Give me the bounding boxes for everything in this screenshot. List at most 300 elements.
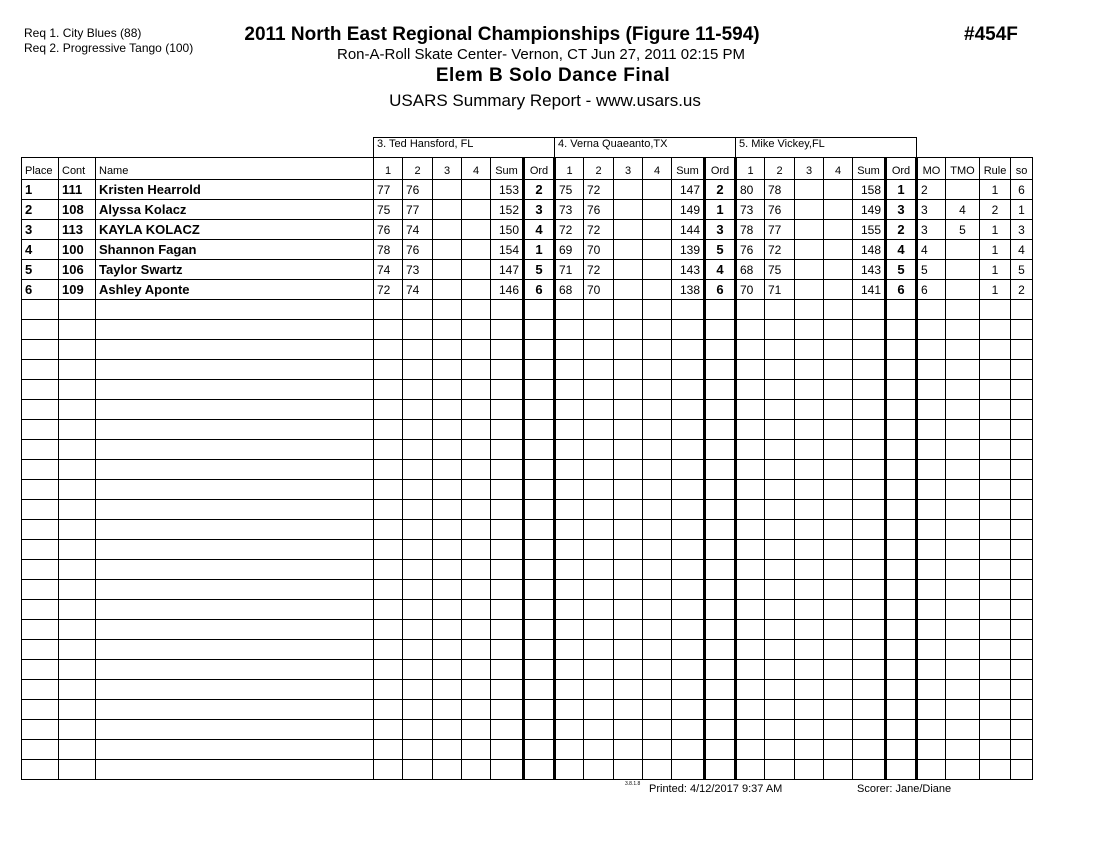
score-cell: 73 (555, 200, 584, 220)
empty-cell (853, 400, 886, 420)
empty-cell (96, 500, 374, 520)
empty-cell (736, 380, 765, 400)
empty-cell (736, 740, 765, 760)
score-cell (614, 200, 643, 220)
empty-cell (491, 440, 524, 460)
empty-cell (524, 720, 555, 740)
empty-cell (614, 360, 643, 380)
empty-cell (672, 340, 705, 360)
empty-row (22, 720, 1033, 740)
rule-cell: 1 (980, 260, 1011, 280)
venue-line: Ron-A-Roll Skate Center- Vernon, CT Jun 27, 2011 02:15 PM (337, 46, 745, 63)
empty-cell (917, 720, 946, 740)
empty-cell (433, 640, 462, 660)
table-row (22, 260, 1033, 280)
empty-cell (705, 440, 736, 460)
empty-cell (59, 380, 96, 400)
empty-cell (59, 360, 96, 380)
empty-cell (96, 540, 374, 560)
empty-cell (614, 640, 643, 660)
score-cell: 72 (584, 220, 614, 240)
empty-cell (374, 760, 403, 780)
empty-cell (886, 720, 917, 740)
sum-cell: 154 (491, 240, 524, 260)
empty-cell (824, 600, 853, 620)
empty-cell (524, 580, 555, 600)
empty-cell (555, 760, 584, 780)
empty-cell (22, 560, 59, 580)
empty-cell (584, 300, 614, 320)
empty-cell (433, 440, 462, 460)
ordinal-cell: 3 (705, 220, 736, 240)
col-header-score: 2 (584, 158, 614, 180)
empty-cell (736, 540, 765, 560)
empty-cell (491, 660, 524, 680)
empty-cell (433, 580, 462, 600)
score-cell (824, 220, 853, 240)
empty-cell (491, 460, 524, 480)
empty-cell (795, 480, 824, 500)
empty-cell (824, 460, 853, 480)
empty-cell (643, 620, 672, 640)
place-cell: 6 (22, 280, 59, 300)
empty-cell (824, 640, 853, 660)
empty-cell (1011, 660, 1033, 680)
mo-cell: 4 (917, 240, 946, 260)
empty-cell (433, 520, 462, 540)
col-header-score: 4 (462, 158, 491, 180)
empty-cell (1011, 360, 1033, 380)
empty-cell (946, 320, 980, 340)
empty-cell (705, 300, 736, 320)
empty-cell (524, 500, 555, 520)
empty-cell (491, 320, 524, 340)
empty-cell (403, 560, 433, 580)
score-cell (795, 180, 824, 200)
empty-cell (705, 520, 736, 540)
empty-cell (374, 620, 403, 640)
col-header-sum: Sum (491, 158, 524, 180)
empty-cell (1011, 760, 1033, 780)
empty-cell (584, 700, 614, 720)
score-cell: 74 (403, 220, 433, 240)
ordinal-cell: 2 (524, 180, 555, 200)
empty-cell (643, 720, 672, 740)
empty-cell (765, 600, 795, 620)
empty-cell (765, 620, 795, 640)
empty-cell (824, 320, 853, 340)
empty-cell (705, 380, 736, 400)
empty-cell (917, 320, 946, 340)
empty-cell (96, 400, 374, 420)
empty-cell (1011, 500, 1033, 520)
col-header-score: 4 (824, 158, 853, 180)
empty-cell (59, 320, 96, 340)
empty-cell (765, 460, 795, 480)
empty-cell (672, 400, 705, 420)
empty-cell (795, 500, 824, 520)
empty-row (22, 640, 1033, 660)
empty-cell (462, 580, 491, 600)
empty-cell (524, 300, 555, 320)
empty-cell (765, 760, 795, 780)
empty-cell (853, 660, 886, 680)
score-cell: 76 (403, 240, 433, 260)
empty-cell (1011, 620, 1033, 640)
empty-cell (374, 380, 403, 400)
empty-cell (22, 620, 59, 640)
score-cell: 74 (374, 260, 403, 280)
empty-cell (555, 640, 584, 660)
empty-cell (403, 380, 433, 400)
empty-cell (584, 380, 614, 400)
empty-cell (614, 720, 643, 740)
empty-cell (795, 580, 824, 600)
empty-cell (403, 540, 433, 560)
empty-cell (736, 300, 765, 320)
score-cell: 71 (555, 260, 584, 280)
sum-cell: 139 (672, 240, 705, 260)
empty-cell (886, 480, 917, 500)
score-cell: 72 (374, 280, 403, 300)
empty-cell (643, 520, 672, 540)
empty-cell (736, 520, 765, 540)
empty-cell (853, 300, 886, 320)
empty-cell (614, 520, 643, 540)
report-subtitle: USARS Summary Report - www.usars.us (389, 91, 701, 110)
empty-row (22, 580, 1033, 600)
empty-cell (705, 600, 736, 620)
empty-cell (736, 560, 765, 580)
empty-cell (672, 480, 705, 500)
empty-cell (853, 500, 886, 520)
empty-row (22, 500, 1033, 520)
skater-name-cell: Kristen Hearrold (96, 180, 374, 200)
empty-cell (672, 680, 705, 700)
so-cell: 2 (1011, 280, 1033, 300)
empty-cell (643, 600, 672, 620)
sum-cell: 155 (853, 220, 886, 240)
empty-cell (491, 340, 524, 360)
empty-cell (643, 500, 672, 520)
empty-cell (795, 380, 824, 400)
empty-cell (433, 660, 462, 680)
place-cell: 4 (22, 240, 59, 260)
empty-cell (462, 620, 491, 640)
empty-cell (433, 380, 462, 400)
empty-cell (795, 680, 824, 700)
tmo-cell (946, 240, 980, 260)
empty-cell (1011, 540, 1033, 560)
empty-cell (555, 480, 584, 500)
empty-cell (705, 320, 736, 340)
empty-cell (946, 720, 980, 740)
ordinal-cell: 4 (524, 220, 555, 240)
empty-cell (491, 700, 524, 720)
empty-cell (491, 620, 524, 640)
empty-cell (853, 740, 886, 760)
empty-cell (59, 620, 96, 640)
empty-cell (765, 560, 795, 580)
empty-cell (824, 540, 853, 560)
empty-cell (736, 320, 765, 340)
empty-cell (1011, 740, 1033, 760)
empty-cell (22, 740, 59, 760)
tmo-cell: 5 (946, 220, 980, 240)
so-cell: 1 (1011, 200, 1033, 220)
empty-cell (524, 420, 555, 440)
empty-cell (491, 600, 524, 620)
empty-cell (917, 760, 946, 780)
table-row (22, 220, 1033, 240)
empty-cell (917, 540, 946, 560)
col-header-sum: Sum (672, 158, 705, 180)
empty-cell (96, 640, 374, 660)
empty-row (22, 300, 1033, 320)
empty-cell (614, 440, 643, 460)
empty-row (22, 560, 1033, 580)
score-cell: 70 (584, 240, 614, 260)
empty-cell (672, 760, 705, 780)
empty-cell (374, 520, 403, 540)
empty-cell (462, 740, 491, 760)
table-row (22, 280, 1033, 300)
empty-cell (403, 660, 433, 680)
sum-cell: 152 (491, 200, 524, 220)
empty-cell (59, 400, 96, 420)
empty-cell (374, 320, 403, 340)
empty-cell (946, 500, 980, 520)
empty-cell (403, 640, 433, 660)
empty-cell (584, 480, 614, 500)
score-cell (433, 260, 462, 280)
empty-cell (705, 500, 736, 520)
empty-cell (643, 760, 672, 780)
empty-cell (524, 340, 555, 360)
empty-cell (643, 640, 672, 660)
empty-cell (886, 320, 917, 340)
score-cell (614, 260, 643, 280)
empty-cell (853, 680, 886, 700)
empty-cell (886, 300, 917, 320)
ordinal-cell: 3 (524, 200, 555, 220)
empty-cell (462, 640, 491, 660)
empty-cell (59, 520, 96, 540)
empty-cell (491, 740, 524, 760)
empty-cell (462, 600, 491, 620)
empty-cell (555, 660, 584, 680)
empty-cell (524, 400, 555, 420)
col-header-rule: Rule (980, 158, 1011, 180)
empty-cell (374, 720, 403, 740)
empty-cell (917, 480, 946, 500)
empty-cell (59, 660, 96, 680)
skater-name-cell: Taylor Swartz (96, 260, 374, 280)
empty-cell (824, 520, 853, 540)
empty-cell (672, 440, 705, 460)
empty-cell (22, 700, 59, 720)
empty-cell (374, 460, 403, 480)
empty-cell (59, 440, 96, 460)
col-header-score: 3 (433, 158, 462, 180)
requirement-2: Req 2. Progressive Tango (100) (24, 41, 194, 55)
sum-cell: 138 (672, 280, 705, 300)
empty-cell (491, 520, 524, 540)
version-stamp: 3.8.1.8 (625, 781, 641, 787)
empty-cell (1011, 640, 1033, 660)
empty-cell (584, 340, 614, 360)
empty-cell (980, 440, 1011, 460)
empty-cell (584, 400, 614, 420)
mo-cell: 6 (917, 280, 946, 300)
printed-date: Printed: 4/12/2017 9:37 AM (649, 783, 783, 795)
results-table (21, 137, 1033, 780)
score-cell: 68 (736, 260, 765, 280)
empty-cell (524, 660, 555, 680)
ordinal-cell: 5 (705, 240, 736, 260)
empty-cell (946, 580, 980, 600)
col-header-sum: Sum (853, 158, 886, 180)
empty-cell (946, 660, 980, 680)
sum-cell: 153 (491, 180, 524, 200)
empty-cell (643, 680, 672, 700)
empty-cell (462, 340, 491, 360)
empty-cell (705, 720, 736, 740)
empty-cell (795, 300, 824, 320)
empty-cell (555, 500, 584, 520)
empty-cell (886, 760, 917, 780)
empty-row (22, 380, 1033, 400)
empty-row (22, 660, 1033, 680)
empty-cell (584, 740, 614, 760)
empty-cell (96, 760, 374, 780)
empty-cell (643, 420, 672, 440)
empty-cell (584, 720, 614, 740)
empty-cell (765, 500, 795, 520)
empty-cell (462, 660, 491, 680)
ordinal-cell: 3 (886, 200, 917, 220)
score-cell (614, 240, 643, 260)
empty-cell (765, 340, 795, 360)
empty-cell (705, 680, 736, 700)
contestant-number-cell: 106 (59, 260, 96, 280)
col-header-place: Place (22, 158, 59, 180)
empty-cell (643, 440, 672, 460)
empty-cell (614, 700, 643, 720)
empty-cell (736, 640, 765, 660)
empty-row (22, 760, 1033, 780)
empty-cell (980, 460, 1011, 480)
empty-cell (403, 600, 433, 620)
empty-cell (643, 660, 672, 680)
empty-cell (584, 680, 614, 700)
empty-cell (853, 540, 886, 560)
empty-cell (555, 300, 584, 320)
empty-cell (491, 540, 524, 560)
empty-cell (946, 400, 980, 420)
judge-1-label: 3. Ted Hansford, FL (374, 138, 555, 158)
empty-cell (736, 500, 765, 520)
empty-cell (555, 560, 584, 580)
empty-cell (403, 620, 433, 640)
empty-cell (765, 720, 795, 740)
score-cell (643, 280, 672, 300)
empty-cell (22, 720, 59, 740)
empty-cell (736, 720, 765, 740)
empty-cell (524, 740, 555, 760)
score-cell (824, 180, 853, 200)
score-cell (462, 180, 491, 200)
empty-cell (433, 600, 462, 620)
empty-cell (22, 340, 59, 360)
empty-cell (584, 320, 614, 340)
empty-cell (403, 360, 433, 380)
col-header-score: 1 (555, 158, 584, 180)
ordinal-cell: 2 (886, 220, 917, 240)
empty-cell (886, 560, 917, 580)
empty-cell (795, 520, 824, 540)
empty-cell (705, 560, 736, 580)
empty-cell (584, 560, 614, 580)
empty-cell (672, 520, 705, 540)
empty-cell (795, 440, 824, 460)
empty-cell (524, 480, 555, 500)
mo-cell: 3 (917, 220, 946, 240)
score-cell (433, 280, 462, 300)
empty-cell (980, 400, 1011, 420)
empty-cell (374, 500, 403, 520)
sum-cell: 146 (491, 280, 524, 300)
requirement-1: Req 1. City Blues (88) (24, 26, 142, 40)
score-cell (795, 260, 824, 280)
empty-cell (403, 420, 433, 440)
empty-cell (374, 480, 403, 500)
empty-cell (433, 300, 462, 320)
empty-cell (917, 500, 946, 520)
empty-cell (374, 420, 403, 440)
empty-cell (824, 380, 853, 400)
empty-cell (765, 520, 795, 540)
empty-cell (614, 580, 643, 600)
empty-row (22, 740, 1033, 760)
empty-cell (403, 740, 433, 760)
empty-cell (946, 520, 980, 540)
empty-cell (491, 380, 524, 400)
empty-cell (96, 320, 374, 340)
empty-cell (705, 400, 736, 420)
empty-cell (795, 760, 824, 780)
empty-cell (403, 500, 433, 520)
empty-cell (96, 680, 374, 700)
rule-cell: 2 (980, 200, 1011, 220)
empty-cell (462, 440, 491, 460)
empty-cell (59, 580, 96, 600)
tmo-cell (946, 280, 980, 300)
empty-cell (672, 580, 705, 600)
score-cell: 80 (736, 180, 765, 200)
empty-cell (433, 720, 462, 740)
empty-cell (584, 360, 614, 380)
empty-cell (433, 400, 462, 420)
empty-cell (795, 540, 824, 560)
empty-cell (524, 520, 555, 540)
empty-cell (765, 700, 795, 720)
tmo-cell (946, 260, 980, 280)
empty-cell (946, 540, 980, 560)
score-cell: 69 (555, 240, 584, 260)
empty-cell (584, 420, 614, 440)
empty-cell (672, 380, 705, 400)
